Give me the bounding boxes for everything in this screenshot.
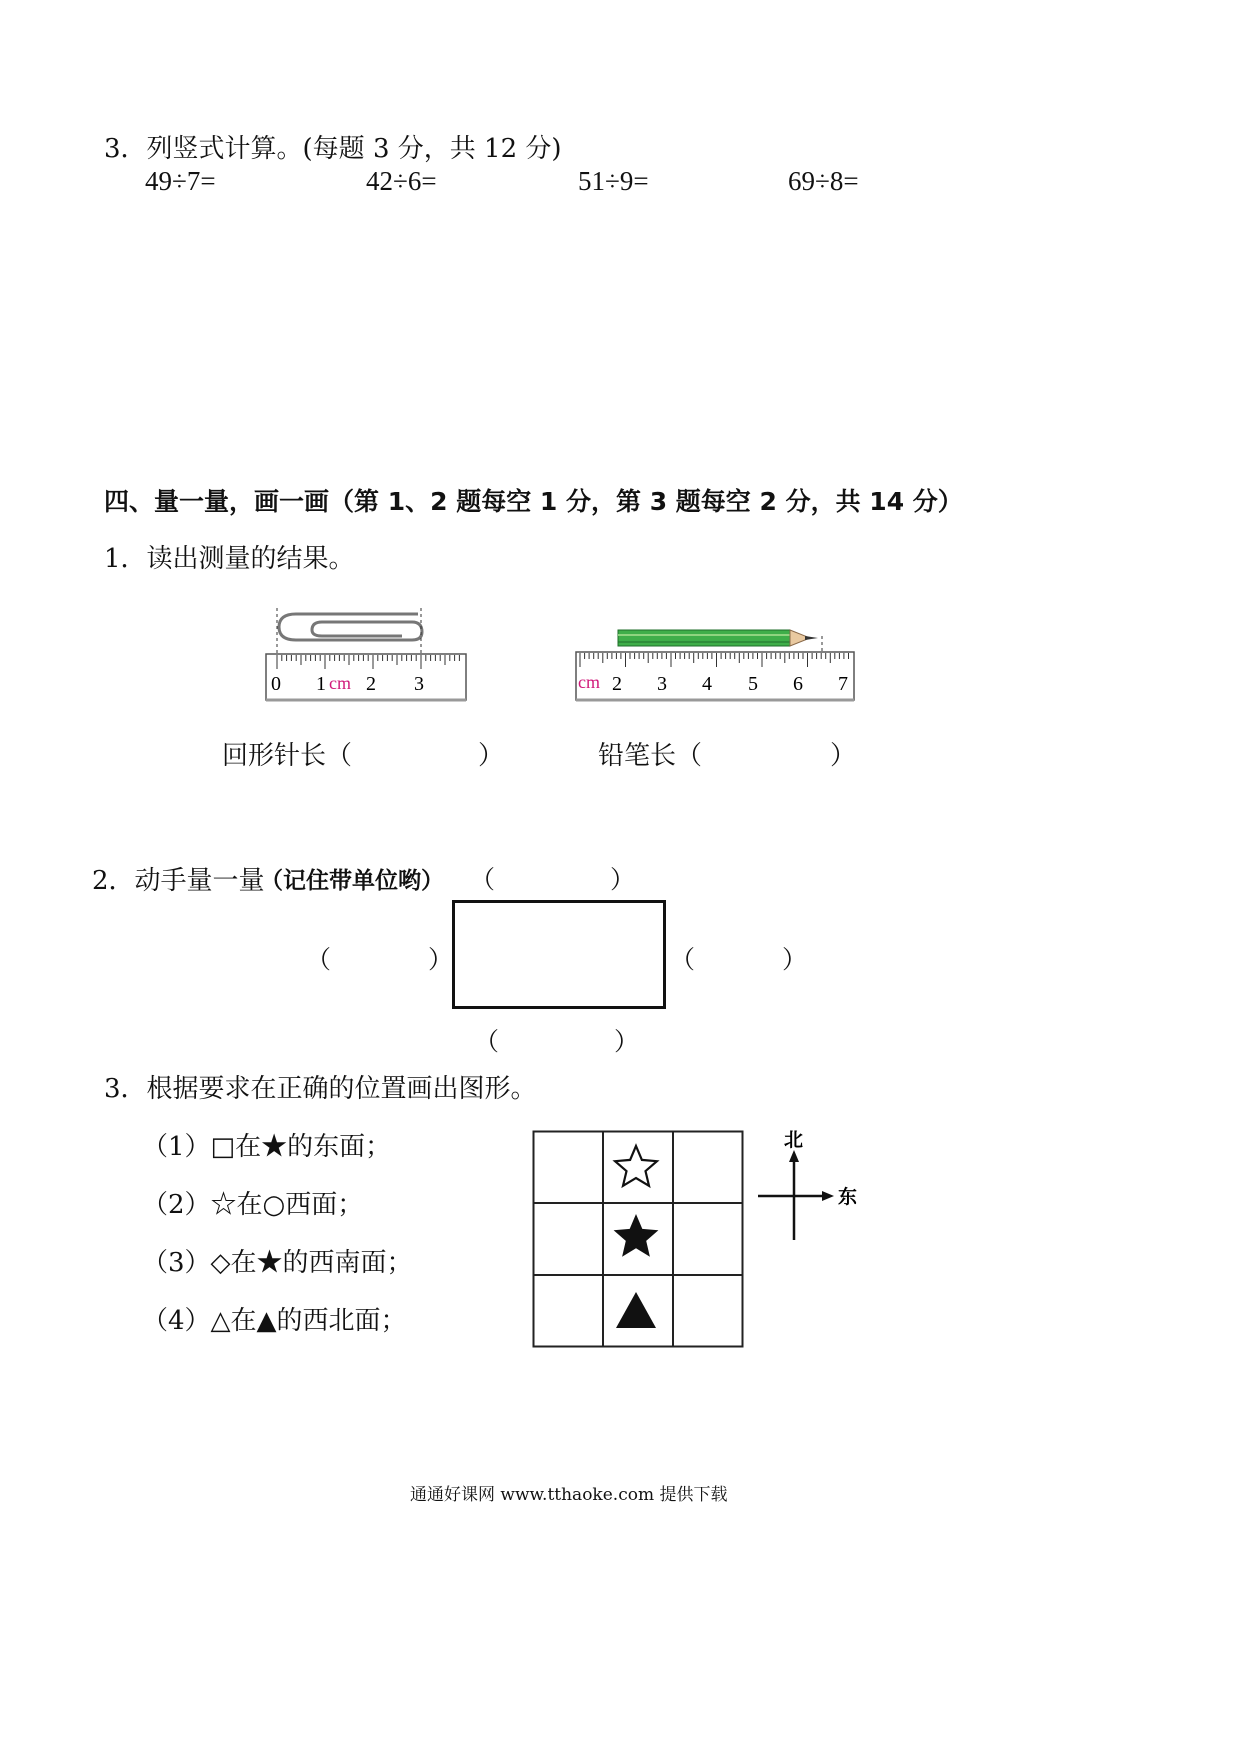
s4-q3-label: 3．根据要求在正确的位置画出图形。 [104, 1074, 537, 1104]
ruler1-tick-3: 3 [414, 673, 424, 695]
ruler1-tick-0: 0 [271, 673, 281, 695]
east-label: 东 [838, 1187, 858, 1208]
ruler2-tick-4: 4 [702, 673, 712, 695]
division-problem-1: 49÷7= [145, 166, 216, 196]
top-blank-close: ） [610, 865, 636, 894]
pencil-answer-label: 铅笔长（ [598, 741, 703, 771]
paperclip-answer-close: ） [478, 741, 505, 771]
s4-q3-item-1: （1）□在★的东面； [142, 1132, 392, 1162]
s4-q3-item-2: （2）☆在○西面； [142, 1190, 364, 1220]
footer-text: 通通好课网 www.tthaoke.com 提供下载 [410, 1485, 728, 1505]
ruler2-tick-3: 3 [657, 673, 667, 695]
ruler2-tick-7: 7 [838, 673, 848, 695]
paperclip-ruler-figure [262, 602, 468, 706]
paperclip-answer-label: 回形针长（ [222, 741, 353, 771]
s4-q2-label: 2．动手量一量 [92, 866, 265, 896]
q3-title: 3．列竖式计算。(每题 3 分，共 12 分) [104, 134, 562, 164]
pencil-icon [618, 630, 818, 646]
north-label: 北 [784, 1130, 804, 1151]
left-blank-close: ） [428, 945, 454, 974]
ruler2-tick-2: 2 [612, 673, 622, 695]
compass-figure [752, 1124, 864, 1246]
s4-q3-item-3: （3）◇在★的西南面； [142, 1248, 413, 1278]
division-problem-2: 42÷6= [366, 166, 437, 196]
division-problem-3: 51÷9= [578, 166, 649, 196]
bottom-blank-open: （ [474, 1027, 500, 1056]
section-4-title: 四、量一量，画一画（第 1、2 题每空 1 分，第 3 题每空 2 分，共 14 分） [104, 487, 963, 516]
left-blank-open: （ [306, 945, 332, 974]
top-blank-open: （ [470, 865, 496, 894]
ruler1-tick-1: 1 [316, 673, 326, 695]
s4-q1-label: 1．读出测量的结果。 [104, 544, 355, 574]
ruler1-unit: cm [329, 673, 351, 693]
ruler1-tick-2: 2 [366, 673, 376, 695]
s4-q3-item-4: （4）△在▲的西北面； [142, 1306, 407, 1336]
measure-rectangle [452, 900, 666, 1009]
ruler2-tick-5: 5 [748, 673, 758, 695]
position-grid [532, 1130, 744, 1348]
pencil-answer-close: ） [830, 741, 857, 771]
right-blank-open: （ [670, 945, 696, 974]
right-blank-close: ） [782, 945, 808, 974]
bottom-blank-close: ） [614, 1027, 640, 1056]
ruler2-tick-6: 6 [793, 673, 803, 695]
division-problem-4: 69÷8= [788, 166, 859, 196]
pencil-ruler-figure [572, 620, 858, 706]
paperclip-icon [279, 614, 422, 640]
ruler2-unit: cm [578, 672, 600, 692]
s4-q2-hint: （记住带单位哟） [260, 868, 444, 894]
